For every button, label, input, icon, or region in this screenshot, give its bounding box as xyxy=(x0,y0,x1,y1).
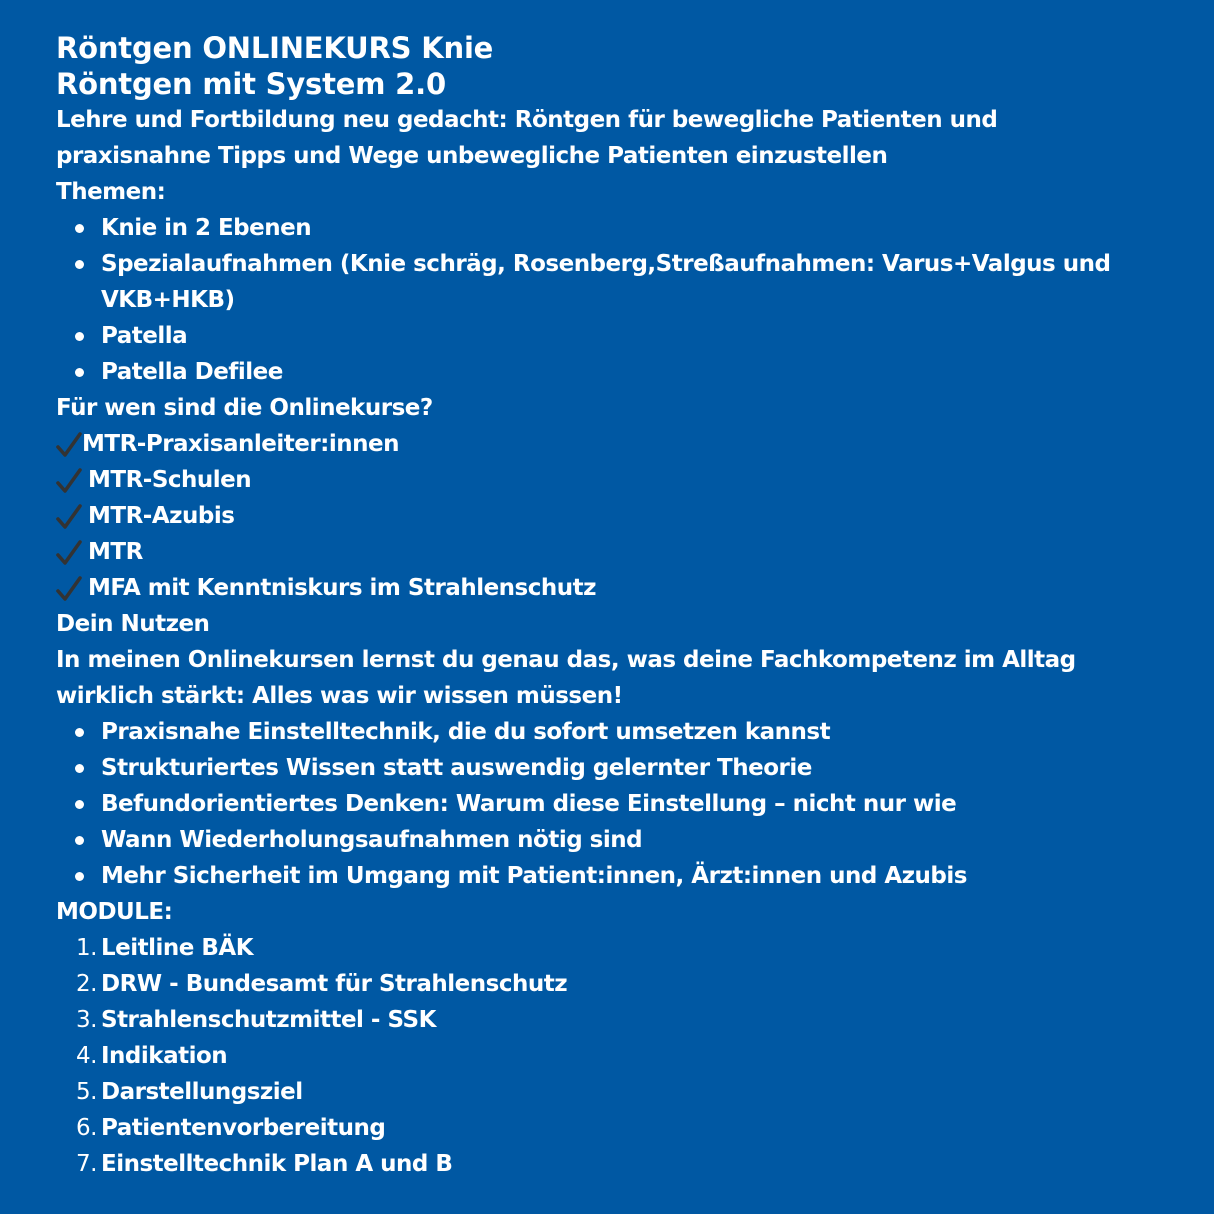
audience-list xyxy=(56,426,1114,606)
intro-text: Lehre und Fortbildung neu gedacht: Röntgen für bewegliche Patienten und praxisnahne Tipps und Wege unbewegliche Patienten einzustellen xyxy=(56,107,998,169)
benefit-item: Befundorientiertes Denken: Warum diese Einstellung – nicht nur wie xyxy=(56,786,1114,822)
module-item: 1. Leitline BÄK xyxy=(56,930,1114,966)
check-icon xyxy=(56,534,82,570)
benefit-item: Praxisnahe Einstelltechnik, die du sofort umsetzen kannst xyxy=(56,714,1114,750)
audience-item: MTR-Praxisanleiter:innen xyxy=(56,426,1114,462)
bullet-icon xyxy=(75,332,84,341)
module-number: 7. xyxy=(76,1151,97,1177)
module-number: 1. xyxy=(76,935,97,961)
module-number: 2. xyxy=(76,971,97,997)
module-number: 5. xyxy=(76,1079,97,1105)
benefit-heading: Dein Nutzen xyxy=(56,611,210,637)
module-item: 2. DRW - Bundesamt für Strahlenschutz xyxy=(56,966,1114,1002)
audience-item: MFA mit Kenntniskurs im Strahlenschutz xyxy=(56,570,1114,606)
bullet-icon xyxy=(75,728,84,737)
module-item: 7. Einstelltechnik Plan A und B xyxy=(56,1146,1114,1182)
bullet-icon xyxy=(75,764,84,773)
benefit-item: Mehr Sicherheit im Umgang mit Patient:innen, Ärzt:innen und Azubis xyxy=(56,858,1114,894)
bullet-icon xyxy=(75,836,84,845)
bullet-icon xyxy=(75,224,84,233)
module-item: 5. Darstellungsziel xyxy=(56,1074,1114,1110)
bullet-icon xyxy=(75,368,84,377)
audience-item: MTR xyxy=(56,534,1114,570)
module-number: 3. xyxy=(76,1007,97,1033)
modules-list xyxy=(56,930,1114,1182)
modules-heading: MODULE: xyxy=(56,899,173,925)
topic-item: Patella xyxy=(56,318,1114,354)
title-line-2: Röntgen mit System 2.0 xyxy=(56,67,446,101)
benefit-text: In meinen Onlinekursen lernst du genau das, was deine Fachkompetenz im Alltag wirklich stärkt: Alles was wir wissen müssen! xyxy=(56,647,1076,709)
benefit-list xyxy=(56,714,1114,894)
check-icon xyxy=(56,426,82,462)
topics-heading: Themen: xyxy=(56,179,166,205)
title-line-1: Röntgen ONLINEKURS Knie xyxy=(56,31,494,65)
audience-item: MTR-Azubis xyxy=(56,498,1114,534)
topic-item: Patella Defilee xyxy=(56,354,1114,390)
benefit-item: Wann Wiederholungsaufnahmen nötig sind xyxy=(56,822,1114,858)
module-item: 3. Strahlenschutzmittel - SSK xyxy=(56,1002,1114,1038)
topic-item: Knie in 2 Ebenen xyxy=(56,210,1114,246)
check-icon xyxy=(56,498,82,534)
audience-item: MTR-Schulen xyxy=(56,462,1114,498)
check-icon xyxy=(56,462,82,498)
benefit-item: Strukturiertes Wissen statt auswendig gelernter Theorie xyxy=(56,750,1114,786)
module-number: 4. xyxy=(76,1043,97,1069)
bullet-icon xyxy=(75,260,84,269)
topics-list xyxy=(56,210,1114,390)
module-item: 6. Patientenvorbereitung xyxy=(56,1110,1114,1146)
check-icon xyxy=(56,570,82,606)
module-number: 6. xyxy=(76,1115,97,1141)
audience-heading: Für wen sind die Onlinekurse? xyxy=(56,395,433,421)
bullet-icon xyxy=(75,800,84,809)
module-item: 4. Indikation xyxy=(56,1038,1114,1074)
bullet-icon xyxy=(75,872,84,881)
topic-item: Spezialaufnahmen (Knie schräg, Rosenberg,Streßaufnahmen: Varus+Valgus und VKB+HKB) xyxy=(56,246,1114,318)
